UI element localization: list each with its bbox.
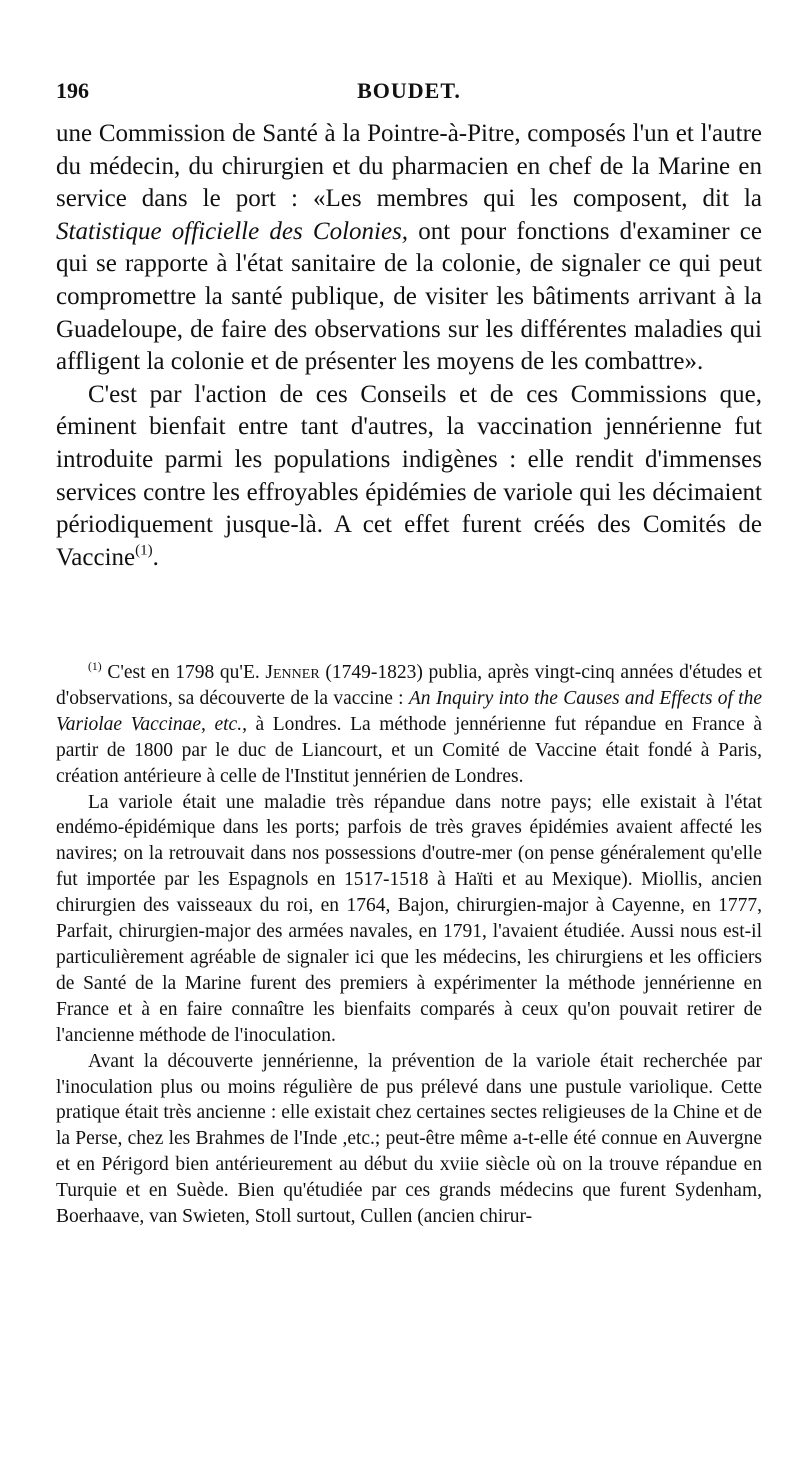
- page-number: 196: [56, 78, 89, 103]
- running-head: BOUDET.: [357, 78, 461, 103]
- paragraph-1-part-a: une Commission de Santé à la Pointre-à-Pitre, composés l'un et l'autre du médecin, du chirurgien et du pharmacien en chef de la Marine en service dans le port : «Les membres qui les composent, dit la: [56, 120, 762, 213]
- author-name: Jenner: [265, 662, 320, 683]
- main-text: [56, 118, 762, 574]
- footnote-reference: (1): [135, 542, 153, 559]
- page-header: [56, 78, 762, 108]
- publication-title: Statistique officielle des Colonies,: [56, 217, 409, 245]
- paragraph-1-part-b: ont pour fonctions d'examiner ce qui se rapporte à l'état sanitaire de la colonie, de signaler ce qui peut compromettre la santé publique, de visiter les bâtiments arrivant à la Guadeloupe, de faire des observations sur les différentes maladies qui affligent la colonie et de présenter les moyens de les combattre».: [56, 217, 762, 376]
- footnote-marker: (1): [88, 659, 102, 673]
- footnote-paragraph-3: Avant la découverte jennérienne, la prévention de la variole était recherchée par l'inoculation plus ou moins régulière de pus prélevé dans une pustule variolique. Cette pratique était très ancienne : elle existait chez certaines sectes religieuses de la Chine et de la Perse, chez les Brahmes de l'Inde ,etc.; peut-être même a-t-elle été connue en Auvergne et en Périgord bien antérieurement au début du xviie siècle où on la trouve répandue en Turquie et en Suède. Bien qu'étudiée par ces grands médecins que furent Sydenham, Boerhaave, van Swieten, Stoll surtout, Cullen (ancien chirur-: [56, 1050, 762, 1228]
- footnote-1-part-c: à Londres. La méthode jennérienne fut répandue en France à partir de 1800 par le duc de Liancourt, et un Comité de Vaccine était fondé à Paris, création antérieure à celle de l'Institut jennérien de Londres.: [56, 713, 762, 787]
- footnote-1: [56, 660, 762, 790]
- paragraph-2-part-a: C'est par l'action de ces Conseils et de ces Commissions que, éminent bienfait entre tant d'autres, la vaccination jennérienne fut introduite parmi les populations indigènes : elle rendit d'immenses services contre les effroyables épidémies de variole qui les décimaient périodiquement jusque-là. A cet effet furent créés des Comités de Vaccine: [56, 380, 762, 571]
- footnotes: [56, 660, 762, 1230]
- footnote-1-part-a: C'est en 1798 qu'E.: [101, 662, 266, 683]
- paragraph-2: [56, 379, 762, 575]
- paragraph-2-part-b: .: [152, 543, 159, 571]
- footnote-1-part-b: (1749-1823) publia, après vingt-cinq années d'études et d'observations, sa découverte de la vaccine :: [56, 662, 762, 709]
- paragraph-1: [56, 118, 762, 379]
- cited-work-title: An Inquiry into the Causes and Effects of the Variolae Vaccinae, etc.,: [56, 687, 762, 735]
- footnote-paragraph-2: La variole était une maladie très répandue dans notre pays; elle existait à l'état endémo-épidémique dans les ports; parfois de très graves épidémies avaient affecté les navires; on la retrouvait dans nos possessions d'outre-mer (on pense généralement qu'elle fut importée par les Espagnols en 1517-1518 à Haïti et au Mexique). Miollis, ancien chirurgien des vaisseaux du roi, en 1764, Bajon, chirurgien-major à Cayenne, en 1777, Parfait, chirurgien-major des armées navales, en 1791, l'avaient étudiée. Aussi nous est-il particulièrement agréable de signaler ici que les médecins, les chirurgiens et les officiers de Santé de la Marine furent des premiers à expérimenter la méthode jennérienne en France et à en faire connaître les bienfaits comparés à ceux qu'on pouvait retirer de l'ancienne méthode de l'inoculation.: [56, 791, 762, 1046]
